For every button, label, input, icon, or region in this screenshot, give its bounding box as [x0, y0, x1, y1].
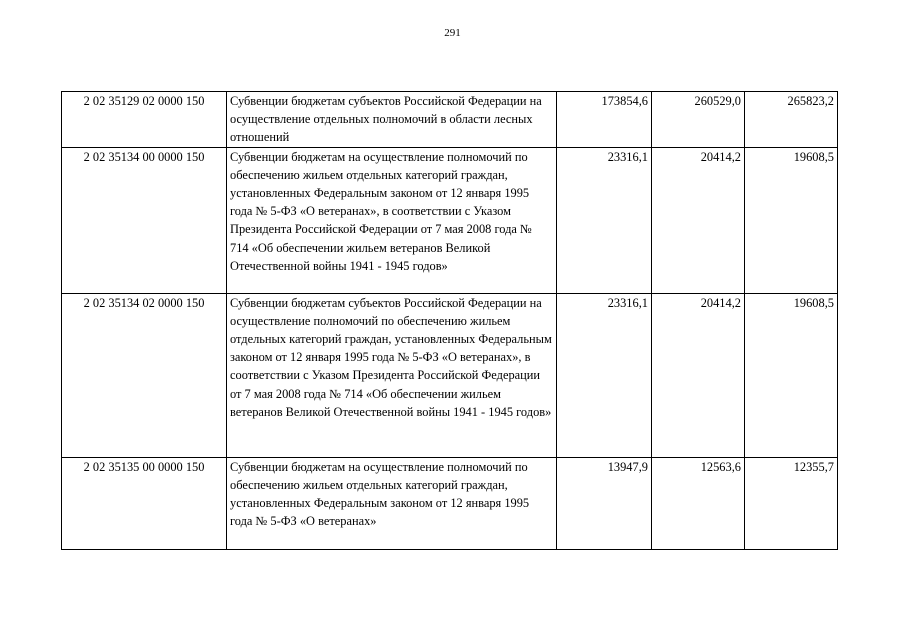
value-cell-1: 13947,9 [557, 457, 652, 549]
description-cell: Субвенции бюджетам субъектов Российской Федерации на осуществление полномочий по обеспечению жильем отдельных категорий граждан, установленных Федеральным законом от 12 января 1995 года № 5-ФЗ «О ветеранах», в соответствии с Указом Президента Российской Федерации от 7 мая 2008 года № 714 «Об обеспечении жильем ветеранов Великой Отечественной войны 1941 - 1945 годов» [227, 293, 557, 457]
value-cell-2: 20414,2 [652, 293, 745, 457]
value-cell-1: 23316,1 [557, 147, 652, 293]
budget-code-cell: 2 02 35135 00 0000 150 [62, 457, 227, 549]
value-cell-2: 20414,2 [652, 147, 745, 293]
table-row [62, 293, 838, 457]
value-cell-1: 173854,6 [557, 92, 652, 148]
value-cell-3: 19608,5 [745, 147, 838, 293]
value-cell-2: 12563,6 [652, 457, 745, 549]
value-cell-2: 260529,0 [652, 92, 745, 148]
table-row [62, 92, 838, 148]
value-cell-3: 12355,7 [745, 457, 838, 549]
budget-code-cell: 2 02 35134 00 0000 150 [62, 147, 227, 293]
value-cell-1: 23316,1 [557, 293, 652, 457]
description-cell: Субвенции бюджетам на осуществление полномочий по обеспечению жильем отдельных категорий граждан, установленных Федеральным законом от 12 января 1995 года № 5-ФЗ «О ветеранах», в соответствии с Указом Президента Российской Федерации от 7 мая 2008 года № 714 «Об обеспечении жильем ветеранов Великой Отечественной войны 1941 - 1945 годов» [227, 147, 557, 293]
description-cell: Субвенции бюджетам на осуществление полномочий по обеспечению жильем отдельных категорий граждан, установленных Федеральным законом от 12 января 1995 года № 5-ФЗ «О ветеранах» [227, 457, 557, 549]
table-row [62, 147, 838, 293]
budget-code-cell: 2 02 35129 02 0000 150 [62, 92, 227, 148]
budget-table [61, 91, 838, 550]
budget-code-cell: 2 02 35134 02 0000 150 [62, 293, 227, 457]
description-cell: Субвенции бюджетам субъектов Российской Федерации на осуществление отдельных полномочий в области лесных отношений [227, 92, 557, 148]
value-cell-3: 19608,5 [745, 293, 838, 457]
table-row [62, 457, 838, 549]
page-number: 291 [444, 27, 461, 39]
value-cell-3: 265823,2 [745, 92, 838, 148]
